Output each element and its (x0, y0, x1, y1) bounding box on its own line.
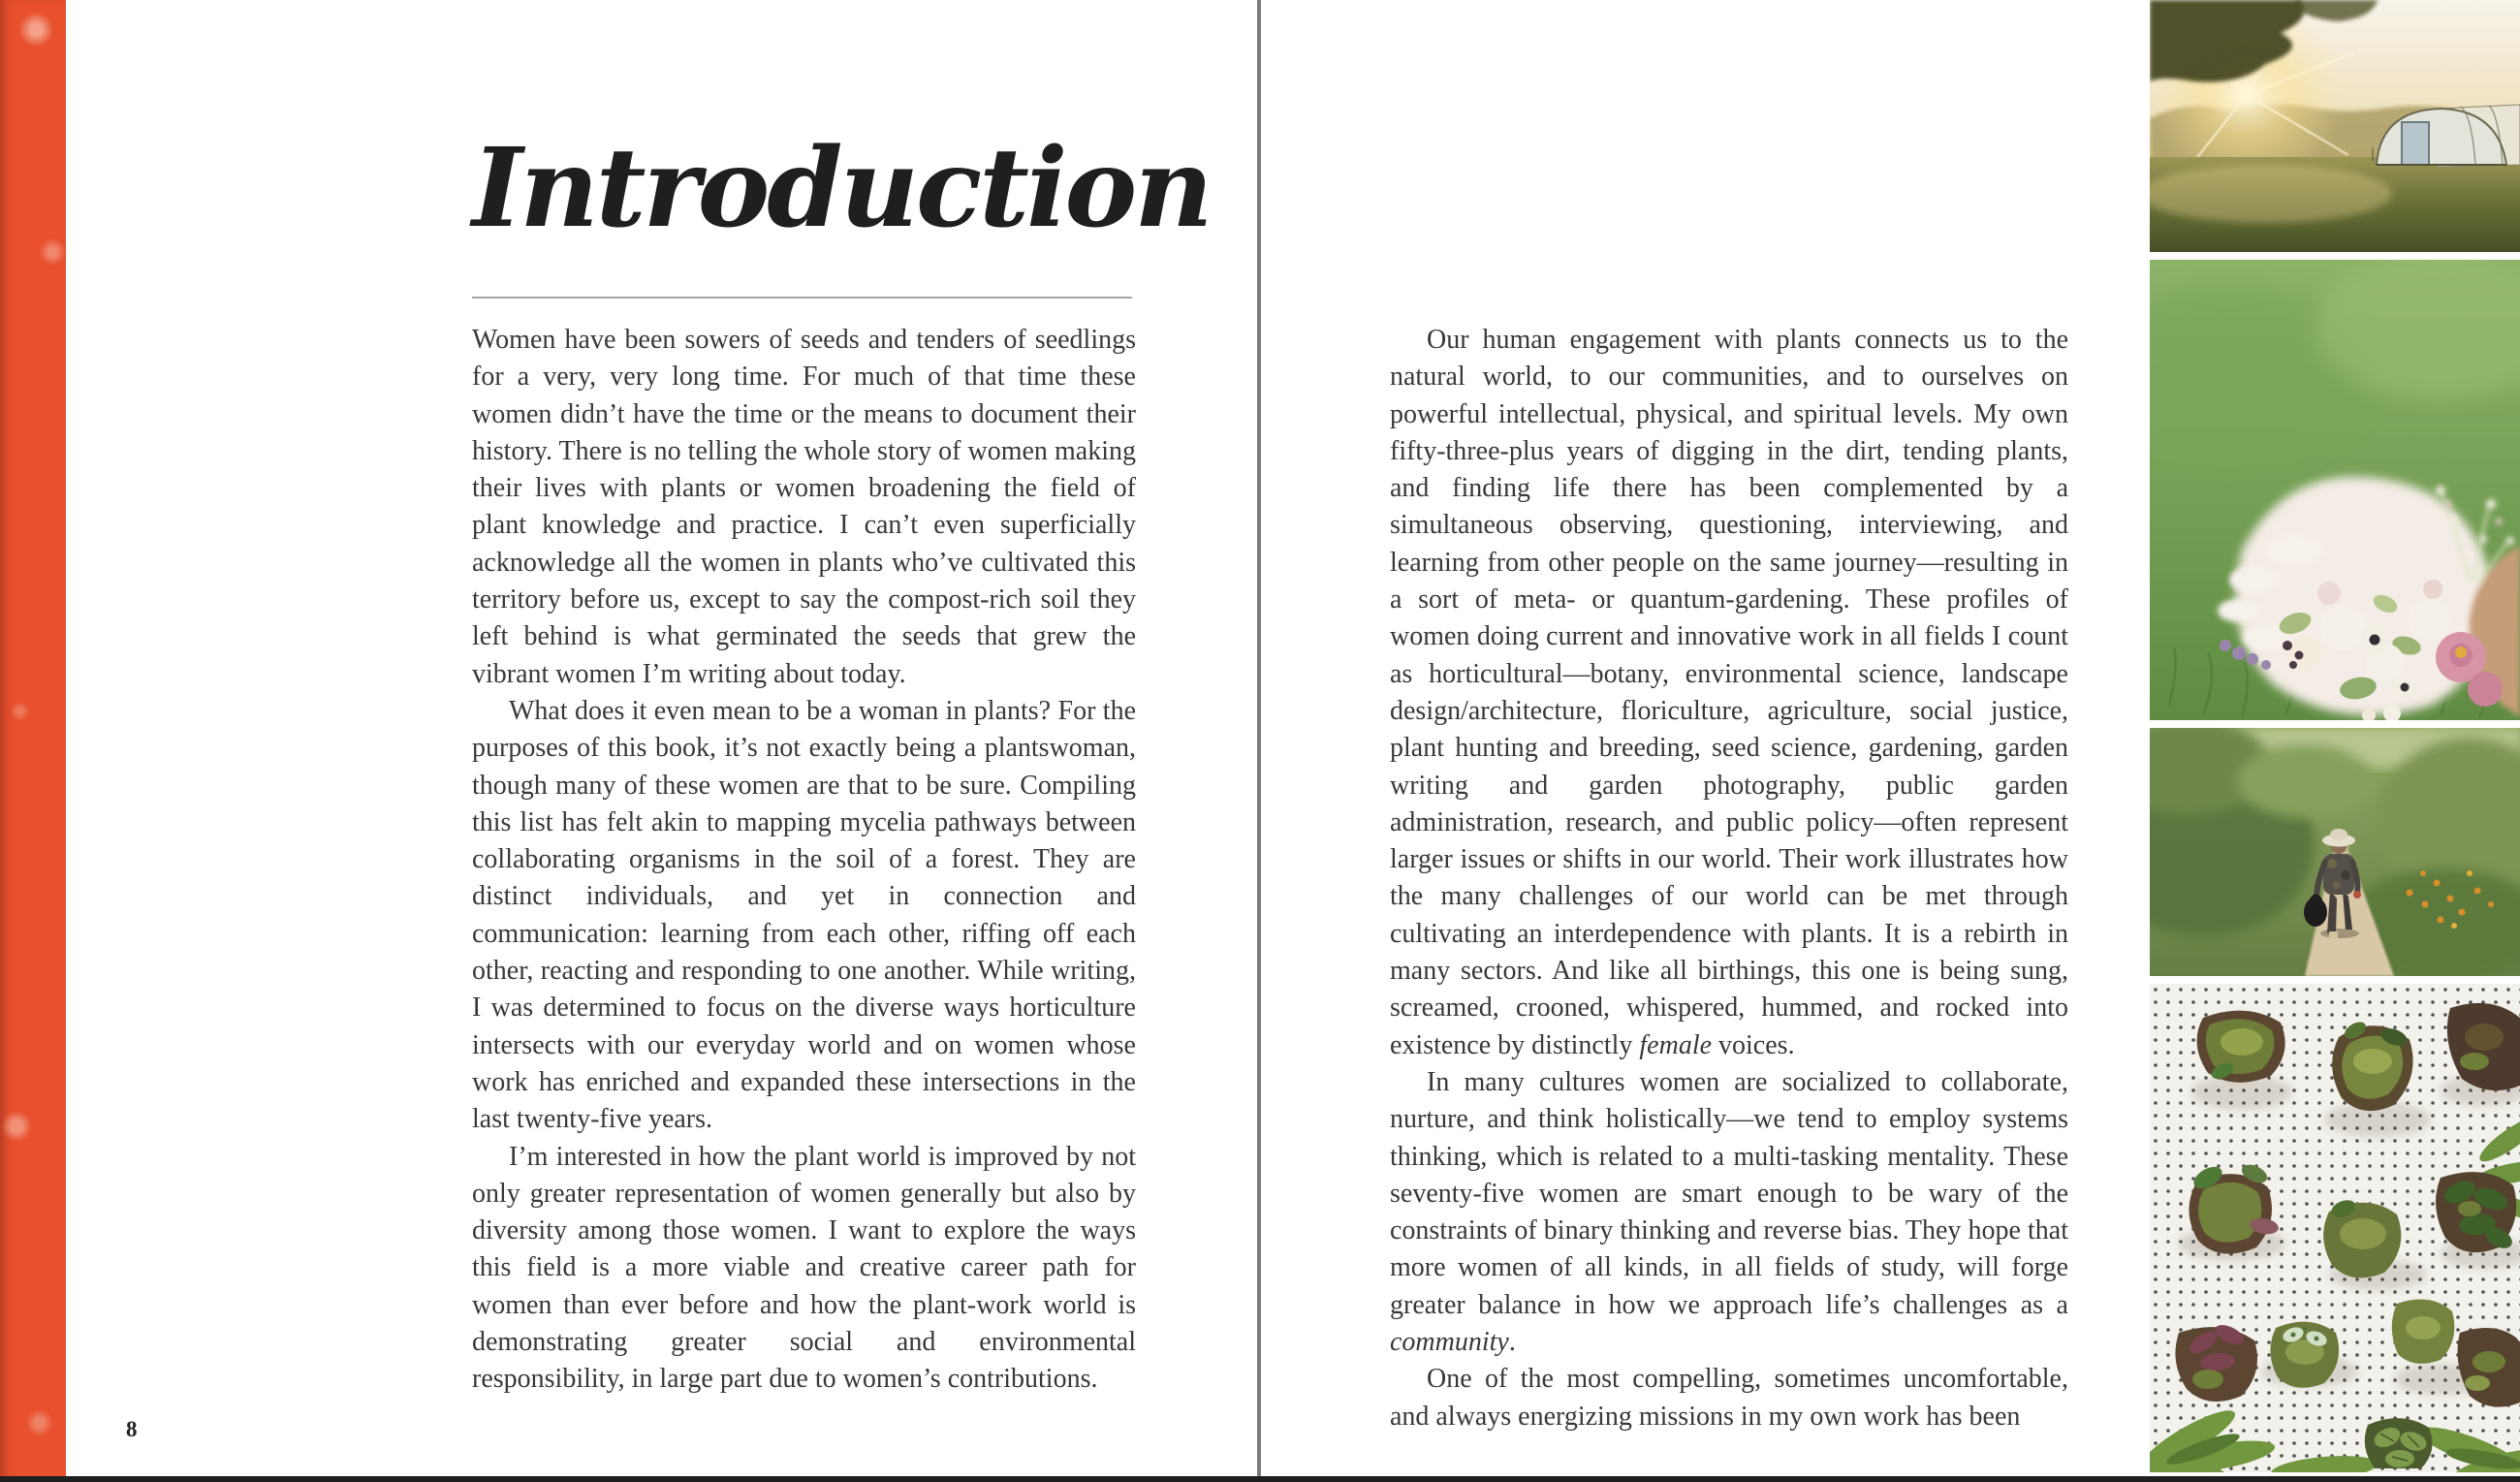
page-title: Introduction (472, 125, 1211, 252)
title-rule (472, 297, 1132, 299)
paragraph: One of the most compelling, sometimes uncomfortable, and always energizing missions in my own work has been (1390, 1364, 2068, 1432)
italic-word: female (1639, 1029, 1713, 1060)
bottom-edge-line (0, 1476, 2520, 1482)
paragraph-text: voices. (1712, 1029, 1795, 1060)
left-text-column (472, 322, 1136, 1399)
italic-word: community (1390, 1327, 1509, 1358)
sunrise-greenhouse-photo (2150, 0, 2520, 252)
pegboard-plants-photo (2150, 984, 2520, 1472)
paragraph (1390, 1064, 2068, 1361)
right-text-column (1390, 322, 2068, 1435)
photo-rail (2150, 0, 2520, 1482)
paragraph: Women have been sowers of seeds and tenders of seedlings for a very, very long time. For much of that time these women didn’t have the time or the means to document their history. There is no telling the whole story of women making their lives with plants or women broadening the field of plant knowledge and practice. I can’t even superficially acknowledge all the women in plants who’ve cultivated this territory before us, except to say the compost-rich soil they left behind is what germinated the seeds that grew the vibrant women I’m writing about today. (472, 325, 1136, 689)
paragraph-text: In many cultures women are socialized to collaborate, nurture, and think holistically—we tend to employ systems thinking, which is related to a multi-tasking mentality. These seventy-five women are smart enough to be wary of the constraints of binary thinking and reverse bias. They hope that more women of all kinds, in all fields of study, will forge greater balance in how we approach life’s challenges as a (1390, 1066, 2068, 1320)
paragraph (1390, 322, 2068, 1064)
gardener-on-path-photo (2150, 728, 2520, 976)
gutter-line (1257, 0, 1261, 1482)
page-number: 8 (126, 1417, 138, 1441)
paragraph: I’m interested in how the plant world is improved by not only greater representation of women generally but also by diversity among those women. I want to explore the ways this field is a more viable and creative career path for women than ever before and how the plant-work world is demonstrating greater social and environmental responsibility, in large part due to women’s contributions. (472, 1141, 1136, 1395)
left-accent-strip (0, 0, 66, 1482)
paragraph: What does it even mean to be a woman in plants? For the purposes of this book, it’s not exactly being a plantswoman, though many of these women are that to be sure. Compiling this list has felt akin to mapping mycelia pathways between collaborating organisms in the soil of a forest. They are distinct individuals, and yet in connection and communication: learning from each other, riffing off each other, reacting and responding to one another. While writing, I was determined to focus on the diverse ways horticulture intersects with our everyday world and on women whose work has enriched and expanded these intersections in the last twenty-five years. (472, 695, 1136, 1135)
paragraph-text: Our human engagement with plants connects us to the natural world, to our communities, and to ourselves on powerful intellectual, physical, and spiritual levels. My own fifty-three-plus years of digging in the dirt, tending plants, and finding life there has been complemented by a simultaneous observing, questioning, interviewing, and learning from other people on the same journey—resulting in a sort of meta- or quantum-gardening. These profiles of women doing current and innovative work in all fields I count as horticultural—botany, environmental science, landscape design/architecture, floriculture, agriculture, social justice, plant hunting and breeding, seed science, gardening, garden writing and garden photography, public garden administration, research, and public policy—often represent larger issues or shifts in our world. Their work illustrates how the many challenges of our world can be met through cultivating an interdependence with plants. It is a rebirth in many sectors. And like all birthings, this one is being sung, screamed, crooned, whispered, hummed, and rocked into existence by distinctly (1390, 325, 2068, 1060)
bouquet-on-grass-photo (2150, 260, 2520, 720)
paragraph-text: . (1508, 1327, 1516, 1358)
